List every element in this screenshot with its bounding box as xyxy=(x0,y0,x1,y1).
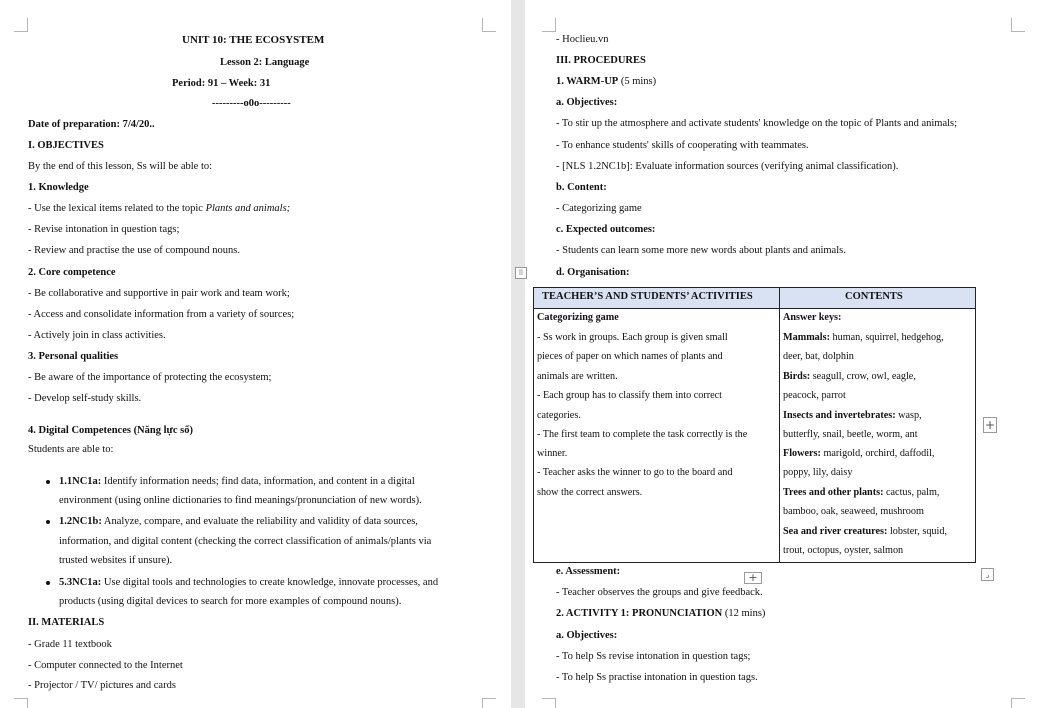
outcomes-item-1: - Students can learn some more new words about plants and animals. xyxy=(556,245,846,256)
core-item-3: - Actively join in class activities. xyxy=(28,330,166,341)
knowledge-heading: 1. Knowledge xyxy=(28,182,89,193)
assessment-label: e. Assessment: xyxy=(556,566,621,577)
digital-item-2-cont: information, and digital content (checking the correct classification of animals/plants via xyxy=(59,536,432,547)
page-gap xyxy=(511,0,525,708)
hoclieu-item: - Hoclieu.vn xyxy=(556,34,609,45)
activities-line: pieces of paper on which names of plants and xyxy=(537,351,723,362)
digital-item-1: 1.1NC1a: Identify information needs; find data, information, and content in a digital xyxy=(59,476,415,487)
margin-corner-top-right xyxy=(482,18,496,32)
activities-line: - Ss work in groups. Each group is given small xyxy=(537,332,728,343)
margin-corner-bottom-left xyxy=(14,698,28,708)
materials-item-1: - Grade 11 textbook xyxy=(28,639,112,650)
bullet-dot xyxy=(46,480,50,484)
activities-line: - Each group has to classify them into correct xyxy=(537,390,723,401)
margin-corner-bottom-right xyxy=(482,698,496,708)
activity1-objective-2: - To help Ss practise intonation in question tags. xyxy=(556,672,758,683)
table-resize-handle-icon[interactable]: ⌟ xyxy=(981,568,994,581)
answer-birds-cont: peacock, parrot xyxy=(783,390,846,401)
table-column-divider xyxy=(779,288,780,562)
activities-line: - Teacher asks the winner to go to the board and xyxy=(537,467,733,478)
organisation-label: d. Organisation: xyxy=(556,267,630,278)
bullet-dot xyxy=(46,520,50,524)
margin-corner-bottom-left xyxy=(542,698,556,708)
activities-line: winner. xyxy=(537,448,568,459)
materials-item-3: - Projector / TV/ pictures and cards xyxy=(28,680,176,691)
personal-item-1: - Be aware of the importance of protecting the ecosystem; xyxy=(28,372,272,383)
period-week: Period: 91 – Week: 31 xyxy=(172,78,271,89)
answer-insects: Insects and invertebrates: wasp, xyxy=(783,410,922,421)
digital-heading: 4. Digital Competences (Năng lực số) xyxy=(28,425,193,436)
activity1-objective-1: - To help Ss revise intonation in question tags; xyxy=(556,651,751,662)
knowledge-item-3: - Review and practise the use of compound nouns. xyxy=(28,245,240,256)
activities-line: categories. xyxy=(537,410,581,421)
answer-flowers-cont: poppy, lily, daisy xyxy=(783,467,853,478)
knowledge-item-1: - Use the lexical items related to the topic Plants and animals; xyxy=(28,203,291,214)
answer-mammals-cont: deer, bat, dolphin xyxy=(783,351,854,362)
table-move-handle-icon[interactable]: ⠿ xyxy=(515,267,527,279)
warmup-objectives-label: a. Objectives: xyxy=(556,97,618,108)
activities-line: animals are written. xyxy=(537,371,618,382)
objectives-heading: I. OBJECTIVES xyxy=(28,140,104,151)
content-item-1: - Categorizing game xyxy=(556,203,642,214)
lesson-title: Lesson 2: Language xyxy=(220,57,310,68)
warmup-objective-3: - [NLS 1.2NC1b]: Evaluate information sources (verifying animal classification). xyxy=(556,161,899,172)
digital-item-3: 5.3NC1a: Use digital tools and technologies to create knowledge, innovate processes, and xyxy=(59,577,439,588)
answer-sea: Sea and river creatures: lobster, squid, xyxy=(783,526,947,537)
activities-title: Categorizing game xyxy=(537,312,619,323)
digital-item-3-cont: products (using digital devices to search for more examples of compound nouns). xyxy=(59,596,402,607)
materials-heading: II. MATERIALS xyxy=(28,617,105,628)
table-header-activities: TEACHER’S AND STUDENTS’ ACTIVITIES xyxy=(542,291,753,302)
objectives-intro: By the end of this lesson, Ss will be able to: xyxy=(28,161,213,172)
title-divider: ---------o0o--------- xyxy=(212,98,291,109)
document-page-left[interactable] xyxy=(0,0,511,708)
add-column-plus-icon[interactable]: + xyxy=(984,418,996,432)
core-item-2: - Access and consolidate information from a variety of sources; xyxy=(28,309,295,320)
unit-title: UNIT 10: THE ECOSYSTEM xyxy=(182,34,325,46)
procedures-heading: III. PROCEDURES xyxy=(556,55,646,66)
core-heading: 2. Core competence xyxy=(28,267,116,278)
answer-keys-label: Answer keys: xyxy=(783,312,842,323)
table-header-contents: CONTENTS xyxy=(845,291,903,302)
table-header-row xyxy=(534,288,975,309)
answer-birds: Birds: seagull, crow, owl, eagle, xyxy=(783,371,916,382)
knowledge-item-2: - Revise intonation in question tags; xyxy=(28,224,180,235)
materials-item-2: - Computer connected to the Internet xyxy=(28,660,183,671)
digital-item-2: 1.2NC1b: Analyze, compare, and evaluate the reliability and validity of data sources, xyxy=(59,516,418,527)
answer-flowers: Flowers: marigold, orchird, daffodil, xyxy=(783,448,935,459)
answer-sea-cont: trout, octopus, oyster, salmon xyxy=(783,545,904,556)
activity1-objectives-label: a. Objectives: xyxy=(556,630,618,641)
add-row-plus-icon[interactable]: + xyxy=(744,572,762,584)
answer-insects-cont: butterfly, snail, beetle, worm, ant xyxy=(783,429,918,440)
answer-mammals: Mammals: human, squirrel, hedgehog, xyxy=(783,332,944,343)
digital-intro: Students are able to: xyxy=(28,444,114,455)
outcomes-label: c. Expected outcomes: xyxy=(556,224,656,235)
answer-trees-cont: bamboo, oak, seaweed, mushroom xyxy=(783,506,924,517)
margin-corner-top-left xyxy=(14,18,28,32)
preparation-date: Date of preparation: 7/4/20.. xyxy=(28,119,155,130)
bullet-dot xyxy=(46,581,50,585)
organisation-table[interactable] xyxy=(533,287,976,563)
margin-corner-bottom-right xyxy=(1011,698,1025,708)
activity1-heading: 2. ACTIVITY 1: PRONUNCIATION (12 mins) xyxy=(556,608,766,619)
margin-corner-top-left xyxy=(542,18,556,32)
activities-line: show the correct answers. xyxy=(537,487,643,498)
personal-item-2: - Develop self-study skills. xyxy=(28,393,142,404)
warmup-objective-2: - To enhance students' skills of cooperating with teammates. xyxy=(556,140,809,151)
core-item-1: - Be collaborative and supportive in pair work and team work; xyxy=(28,288,290,299)
document-page-right[interactable] xyxy=(525,0,1041,708)
assessment-item-1: - Teacher observes the groups and give feedback. xyxy=(556,587,763,598)
activities-line: - The first team to complete the task correctly is the xyxy=(537,429,748,440)
personal-heading: 3. Personal qualities xyxy=(28,351,119,362)
warmup-heading: 1. WARM-UP (5 mins) xyxy=(556,76,657,87)
answer-trees: Trees and other plants: cactus, palm, xyxy=(783,487,940,498)
digital-item-1-cont: environment (using online dictionaries to find meanings/pronunciation of new words). xyxy=(59,495,422,506)
digital-item-2-cont2: trusted websites if unsure). xyxy=(59,555,173,566)
warmup-objective-1: - To stir up the atmosphere and activate students' knowledge on the topic of Plants and animals; xyxy=(556,118,958,129)
margin-corner-top-right xyxy=(1011,18,1025,32)
content-label: b. Content: xyxy=(556,182,607,193)
